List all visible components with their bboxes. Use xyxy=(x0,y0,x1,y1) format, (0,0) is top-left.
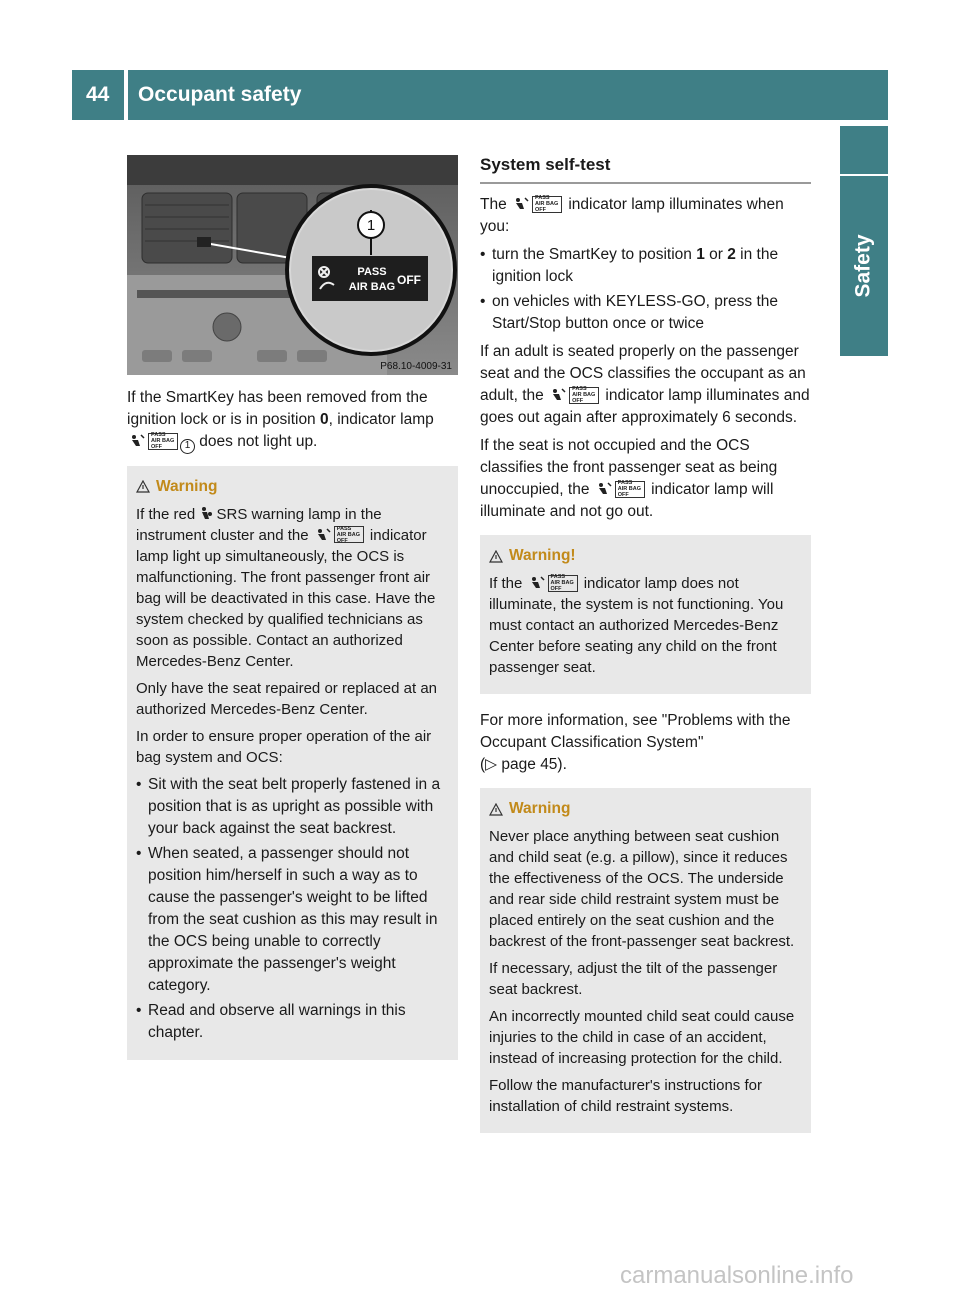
dashboard-figure xyxy=(127,155,458,375)
intro-text-1: If the SmartKey has been removed from the ignition lock or is in position xyxy=(127,389,428,428)
list-item: • When seated, a passenger should not position him/herself in such a way as to cause the passenger's weight to be lifted from the seat cushion as this may result in the OCS being unable to correctly approximate the passenger's weight category. xyxy=(136,843,449,997)
pass-airbag-off-box: PASS AIR BAG OFF xyxy=(532,196,562,213)
list-item: • turn the SmartKey to position 1 or 2 in the ignition lock xyxy=(480,244,811,288)
list-item: • Sit with the seat belt properly fastened in a position that is as upright as possible with your back against the seat backrest. xyxy=(136,774,449,840)
pass-airbag-off-box: PASS AIR BAG OFF xyxy=(148,433,178,450)
warning-triangle-icon xyxy=(136,480,150,493)
left-column xyxy=(127,155,458,1076)
adult-paragraph: If an adult is seated properly on the passenger seat and the OCS classifies the occupant as an adult, the PASS AIR BAG OFF indicator lamp illuminates and goes out again after approximately 6 seconds. xyxy=(480,343,810,426)
warning-title: Warning! xyxy=(509,547,576,564)
pass-airbag-off-indicator xyxy=(129,433,178,450)
intro-text-3: does not light up. xyxy=(195,433,318,450)
child-seat-occupant-icon xyxy=(550,387,566,403)
child-seat-occupant-icon xyxy=(513,196,529,212)
dashboard-illustration xyxy=(127,155,458,375)
warning-triangle-icon xyxy=(489,803,503,816)
self-test-intro: The PASS AIR BAG OFF indicator lamp illuminates when you: xyxy=(480,195,784,235)
footer-watermark: carmanualsonline.info xyxy=(620,1262,854,1289)
side-tab-label: Safety xyxy=(852,234,875,298)
page-number: 44 xyxy=(86,83,110,106)
figure-callout-number: 1 xyxy=(366,217,376,234)
side-tab-label-wrap xyxy=(840,176,888,356)
figure-code: P68.10-4009-31 xyxy=(380,361,452,372)
warning-paragraph-4: Follow the manufacturer's instructions for installation of child restraint systems. xyxy=(489,1077,762,1115)
warning-box-right-1 xyxy=(480,535,811,694)
child-seat-occupant-icon xyxy=(315,527,331,543)
pass-airbag-off-indicator xyxy=(550,387,599,404)
pass-airbag-off-indicator xyxy=(529,575,578,592)
figure-off-text: OFF xyxy=(397,273,421,287)
more-info-paragraph: For more information, see "Problems with the Occupant Classification System" (▷ page 45). xyxy=(480,712,791,773)
warning-paragraph-1: Never place anything between seat cushion and child seat (e.g. a pillow), since it reduces the effectiveness of the OCS. The underside and rear side child restraint system must be placed entirely on the seat cushion and the backrest of the front-passenger seat backrest. xyxy=(489,828,795,950)
pass-airbag-off-indicator xyxy=(315,526,364,543)
list-item: • Read and observe all warnings in this chapter. xyxy=(136,1000,449,1044)
intro-text-2: , indicator lamp xyxy=(328,411,434,428)
warning-paragraph-2: Only have the seat repaired or replaced at an authorized Mercedes-Benz Center. xyxy=(136,679,438,718)
warning-paragraph-3: An incorrectly mounted child seat could cause injuries to the child in case of an accident, instead of increasing protection for the child. xyxy=(489,1008,795,1067)
warning-paragraph-1: If the red SRS warning lamp in the instrument cluster and the PASS AIR BAG OFF indicator lamp light up simultaneously, the OCS is malfunctioning. The front passenger front air bag will be deactivated in this case. Have the system checked by qualified technicians as soon as possible. Contact an authorized Mercedes-Benz Center. xyxy=(136,505,436,670)
pass-airbag-off-box: PASS AIR BAG OFF xyxy=(334,526,364,543)
self-test-bullet-list xyxy=(480,244,811,335)
warning-paragraph-3: In order to ensure proper operation of the air bag system and OCS: xyxy=(136,727,432,766)
child-seat-occupant-icon xyxy=(529,575,545,591)
warning-box-left xyxy=(127,466,458,1060)
child-seat-occupant-icon xyxy=(596,481,612,497)
warning-paragraph-2: If necessary, adjust the tilt of the passenger seat backrest. xyxy=(489,960,778,998)
side-tab-marker xyxy=(840,126,888,174)
right-column xyxy=(480,150,811,1149)
header-separator xyxy=(124,70,128,120)
pass-airbag-off-box: PASS AIR BAG OFF xyxy=(569,387,599,404)
figure-pass-line1: PASS xyxy=(357,266,387,278)
warning-paragraph: If the PASS AIR BAG OFF indicator lamp does not illuminate, the system is not functioning. You must contact an authorized Mercedes-Benz Center before seating any child on the front passenger seat. xyxy=(489,574,784,676)
unoccupied-paragraph: If the seat is not occupied and the OCS classifies the front passenger seat as being unoccupied, the PASS AIR BAG OFF indicator lamp will illuminate and not go out. xyxy=(480,437,778,520)
callout-1-icon: 1 xyxy=(180,439,195,454)
page-title: Occupant safety xyxy=(138,83,302,106)
intro-paragraph xyxy=(127,387,458,454)
warning-title: Warning xyxy=(156,477,218,495)
pass-airbag-off-box: PASS AIR BAG OFF xyxy=(548,575,578,592)
child-seat-occupant-icon xyxy=(129,433,145,449)
pass-airbag-off-indicator xyxy=(596,481,645,498)
warning-bullet-list xyxy=(136,774,449,1044)
page-ref-arrow-icon: ▷ xyxy=(485,756,498,773)
warning-triangle-icon xyxy=(489,550,503,563)
section-title: System self-test xyxy=(480,150,811,184)
pass-airbag-off-box: PASS AIR BAG OFF xyxy=(615,481,645,498)
list-item: • on vehicles with KEYLESS-GO, press the Start/Stop button once or twice xyxy=(480,291,811,335)
warning-box-right-2 xyxy=(480,788,811,1133)
page-reference[interactable]: page 45). xyxy=(497,756,567,773)
warning-title: Warning xyxy=(509,800,571,817)
intro-position: 0 xyxy=(320,411,329,428)
pass-airbag-off-indicator xyxy=(513,196,562,213)
figure-pass-line2: AIR BAG xyxy=(348,281,396,293)
srs-warning-lamp-icon xyxy=(199,506,212,521)
